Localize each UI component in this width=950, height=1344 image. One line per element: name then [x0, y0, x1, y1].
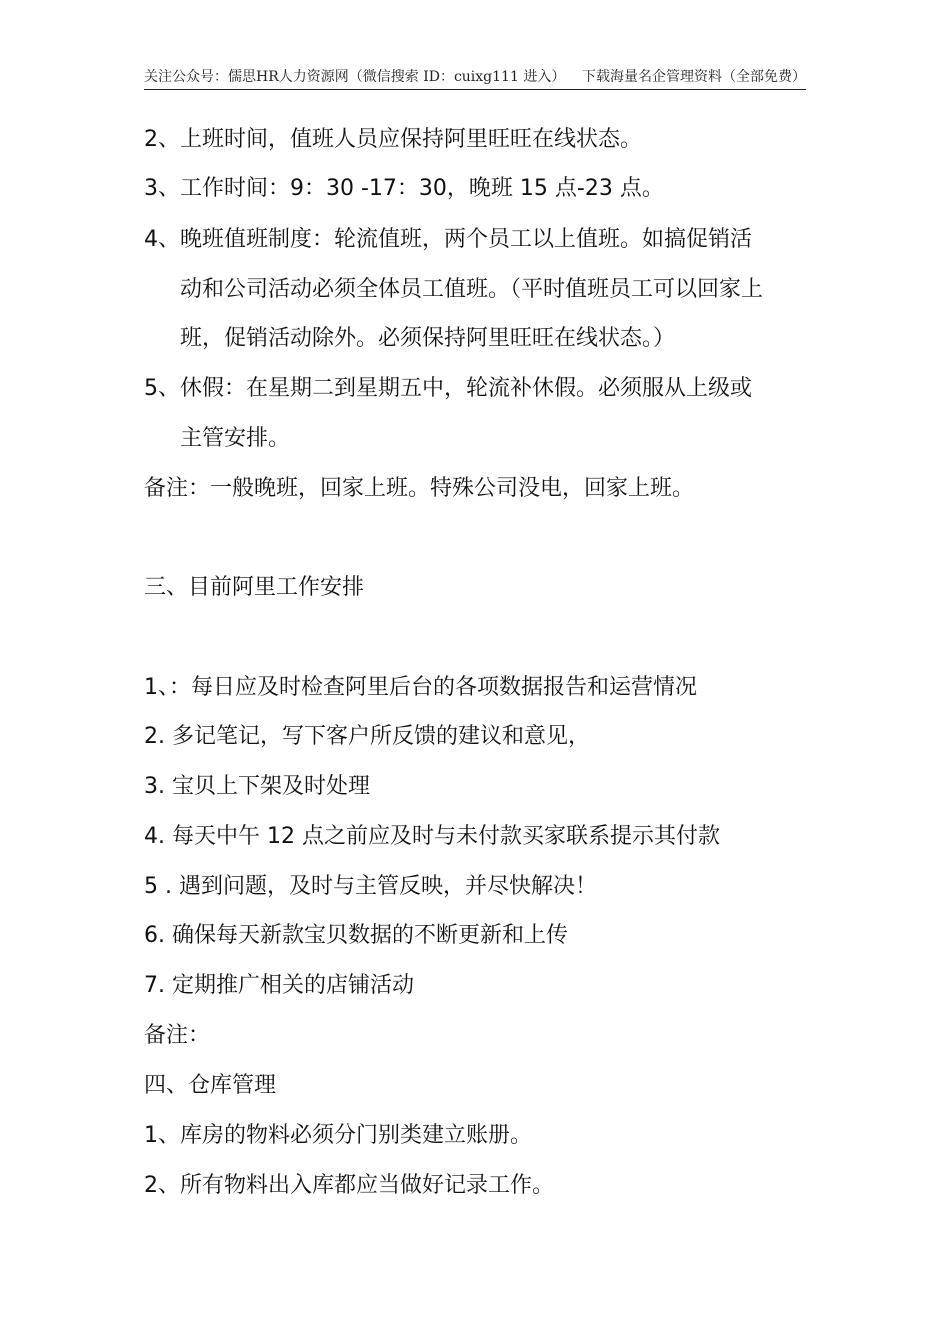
section-three-note: 备注： — [144, 1023, 211, 1048]
work-rule-item: 5、休假：在星期二到星期五中，轮流补休假。必须服从上级或 — [144, 376, 752, 401]
header-right-text: 下载海量名企管理资料（全部免费） — [582, 69, 806, 85]
work-rule-item: 3、工作时间：9：30 -17：30，晚班 15 点-23 点。 — [144, 176, 664, 201]
task-list-item: 6. 确保每天新款宝贝数据的不断更新和上传 — [144, 923, 568, 948]
warehouse-rule-item: 1、库房的物料必须分门别类建立账册。 — [144, 1123, 532, 1148]
task-list-item: 2. 多记笔记，写下客户所反馈的建议和意见， — [144, 724, 590, 749]
warehouse-rule-item: 2、所有物料出入库都应当做好记录工作。 — [144, 1173, 554, 1198]
task-list-item: 5 . 遇到问题，及时与主管反映，并尽快解决！ — [144, 874, 597, 899]
work-rule-item: 4、晚班值班制度：轮流值班，两个员工以上值班。如搞促销活 — [144, 227, 752, 252]
section-three-heading: 三、目前阿里工作安排 — [144, 575, 365, 600]
work-rule-item: 2、上班时间，值班人员应保持阿里旺旺在线状态。 — [144, 127, 642, 152]
header-left-text: 关注公众号：儒思HR人力资源网（微信搜索 ID：cuixg111 进入） — [144, 69, 566, 85]
header-divider — [144, 89, 806, 90]
task-list-item: 7. 定期推广相关的店铺活动 — [144, 973, 414, 998]
section-two-note: 备注：一般晚班，回家上班。特殊公司没电，回家上班。 — [144, 476, 695, 501]
task-list-item: 4. 每天中午 12 点之前应及时与未付款买家联系提示其付款 — [144, 824, 720, 849]
work-rule-item-continuation: 班，促销活动除外。必须保持阿里旺旺在线状态。） — [180, 326, 676, 351]
task-list-item: 3. 宝贝上下架及时处理 — [144, 774, 370, 799]
work-rule-item-continuation: 动和公司活动必须全体员工值班。（平时值班员工可以回家上 — [180, 277, 764, 302]
section-four-heading: 四、仓库管理 — [144, 1073, 277, 1098]
page-header — [144, 66, 806, 88]
work-rule-item-continuation: 主管安排。 — [180, 426, 291, 451]
task-list-item: 1、：每日应及时检查阿里后台的各项数据报告和运营情况 — [144, 675, 697, 700]
